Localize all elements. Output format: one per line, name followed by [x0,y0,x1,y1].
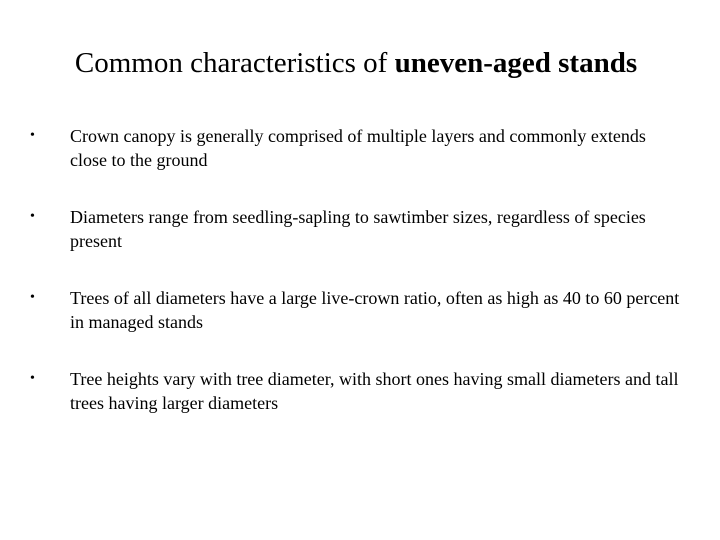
bullet-item [30,367,680,415]
bullet-item [30,205,680,253]
slide-title [0,45,712,81]
slide-title-regular: Common characteristics of [74,47,395,79]
bullet-text: Diameters range from seedling-sapling to sawtimber sizes, regardless of species present [70,207,646,251]
bullet-text: Trees of all diameters have a large live-crown ratio, often as high as 40 to 60 percent in managed stands [70,288,680,332]
bullet-dot-icon: • [30,128,35,143]
bullet-list [30,124,680,448]
bullet-dot-icon: • [30,209,35,224]
bullet-dot-icon: • [30,371,35,386]
bullet-dot-icon: • [30,290,35,305]
bullet-text: Crown canopy is generally comprised of multiple layers and commonly extends close to the ground [70,126,646,170]
bullet-text: Tree heights vary with tree diameter, with short ones having small diameters and tall trees having larger diameters [70,369,679,413]
bullet-item [30,124,680,172]
bullet-item [30,286,680,334]
slide-title-bold: uneven-aged stands [394,47,638,79]
